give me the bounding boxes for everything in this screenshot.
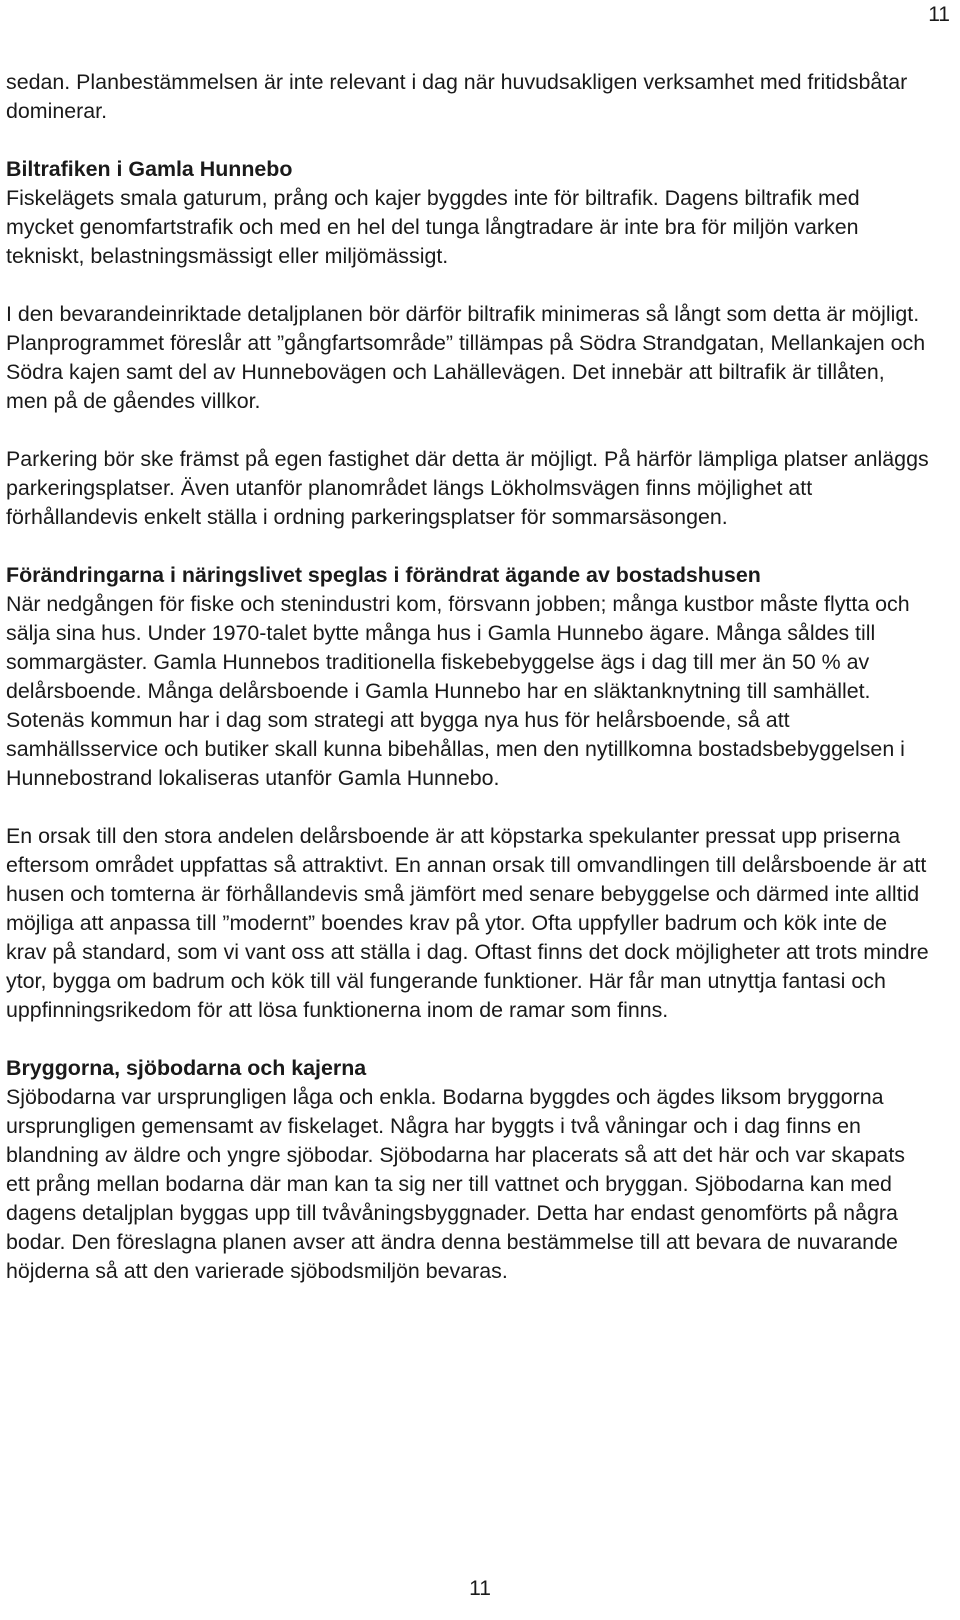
page-number-bottom: 11	[469, 1577, 491, 1600]
paragraph: I den bevarandeinriktade detaljplanen bör därför biltrafik minimeras så långt som detta är möjligt. Planprogrammet föreslår att ”gångfartsområde” tillämpas på Södra Strandgatan, Mellankajen och Södra kajen samt del av Hunnebovägen och Lahällevägen. Det innebär att biltrafik är tillåten, men på de gåendes villkor.	[6, 302, 926, 413]
paragraph: Sotenäs kommun har i dag som strategi att bygga nya hus för helårsboende, så att samhällsservice och butiker skall kunna bibehållas, men den nytillkomna bostadsbebyggelsen i Hunnebostrand lokaliseras utanför Gamla Hunnebo.	[6, 708, 905, 790]
paragraph: sedan. Planbestämmelsen är inte relevant i dag när huvudsakligen verksamhet med fritidsbåtar dominerar.	[6, 70, 908, 123]
paragraph: En orsak till den stora andelen delårsboende är att köpstarka spekulanter pressat upp priserna eftersom området uppfattas så attraktivt. En annan orsak till omvandlingen till delårsboende är att husen och tomterna är förhållandevis små jämfört med senare bebyggelse och därmed inte alltid möjliga att anpassa till ”modernt” boendes krav på ytor. Ofta uppfyller badrum och kök inte de krav på standard, som vi vant oss att ställa i dag. Oftast finns det dock möjligheter att trots mindre ytor, bygga om badrum och kök till väl fungerande funktioner. Här får man utnyttja fantasi och uppfinningsrikedom för att lösa funktionerna inom de ramar som finns.	[6, 824, 929, 1022]
section-heading: Bryggorna, sjöbodarna och kajerna	[6, 1056, 367, 1080]
page-number-top: 11	[928, 3, 950, 26]
section-heading: Biltrafiken i Gamla Hunnebo	[6, 157, 293, 181]
section-heading: Förändringarna i näringslivet speglas i förändrat ägande av bostadshusen	[6, 563, 761, 587]
paragraph: När nedgången för fiske och stenindustri kom, försvann jobben; många kustbor måste flytta och sälja sina hus. Under 1970-talet bytte många hus i Gamla Hunnebo ägare. Många såldes till sommargäster. Gamla Hunnebos traditionella fiskebebyggelse ägs i dag till mer än 50 % av delårsboende. Många delårsboende i Gamla Hunnebo har en släktanknytning till samhället.	[6, 592, 910, 703]
paragraph: Parkering bör ske främst på egen fastighet där detta är möjligt. På härför lämpliga platser anläggs parkeringsplatser. Även utanför planområdet längs Lökholmsvägen finns möjlighet att förhållandevis enkelt ställa i ordning parkeringsplatser för sommarsäsongen.	[6, 447, 929, 529]
paragraph: Fiskelägets smala gaturum, prång och kajer byggdes inte för biltrafik. Dagens biltrafik med mycket genomfartstrafik och med en hel del tunga långtradare är inte bra för miljön varken tekniskt, belastningsmässigt eller miljömässigt.	[6, 186, 860, 268]
paragraph: Sjöbodarna var ursprungligen låga och enkla. Bodarna byggdes och ägdes liksom bryggorna ursprungligen gemensamt av fiskelaget. Några har byggts i två våningar och i dag finns en blandning av äldre och yngre sjöbodar. Sjöbodarna har placerats så att det här och var skapats ett prång mellan bodarna där man kan ta sig ner till vattnet och bryggan. Sjöbodarna kan med dagens detaljplan byggas upp till tvåvåningsbyggnader. Detta har endast genomförts på några bodar. Den föreslagna planen avser att ändra denna bestämmelse till att bevara de nuvarande höjderna så att den varierade sjöbodsmiljön bevaras.	[6, 1085, 905, 1283]
document-body	[6, 68, 931, 1286]
